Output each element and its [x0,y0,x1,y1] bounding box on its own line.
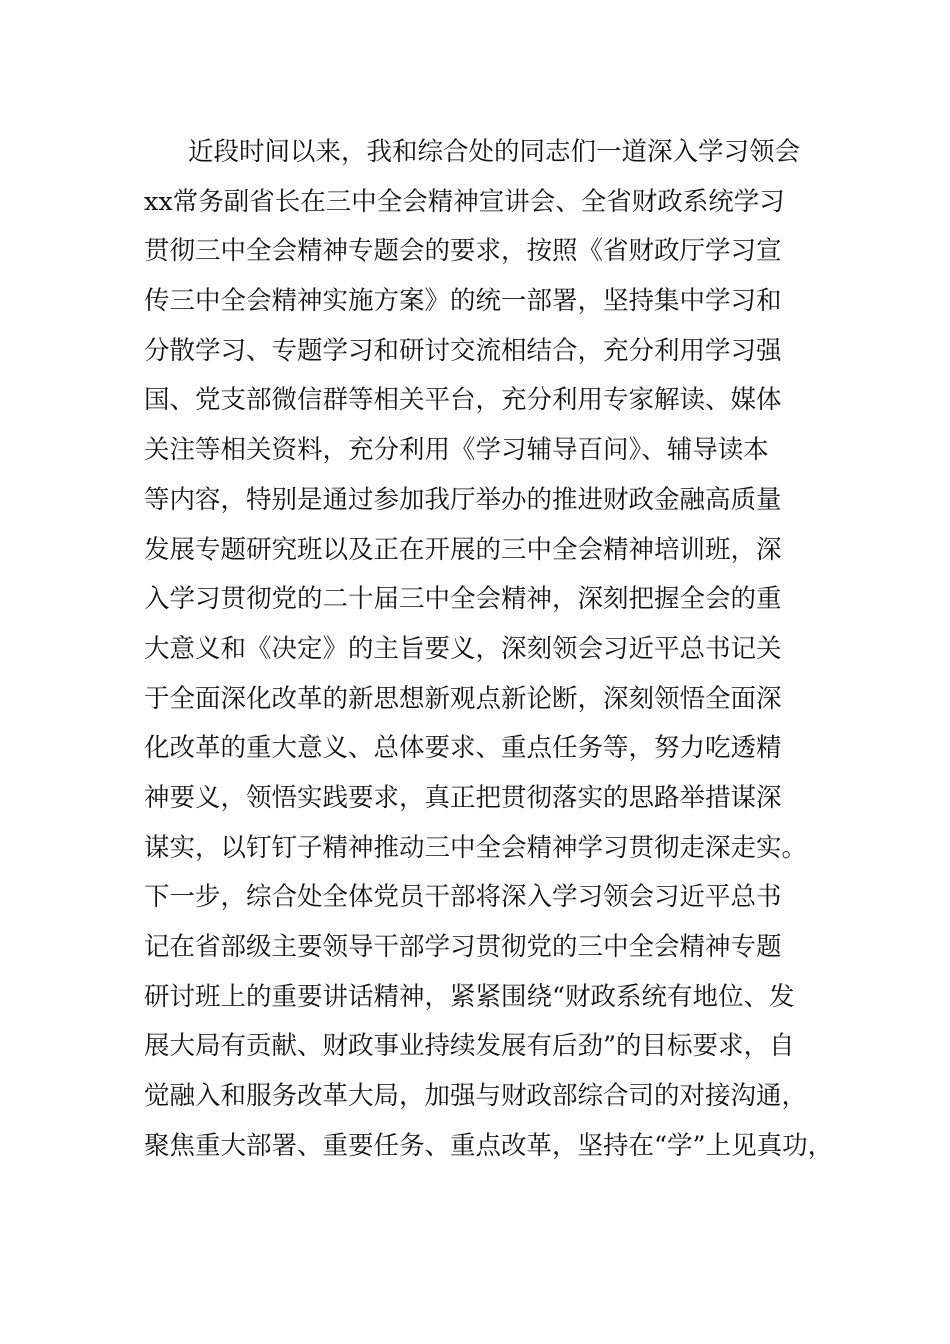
text-line: 下一步，综合处全体党员干部将深入学习领会习近平总书 [144,882,782,913]
text-line: 于全面深化改革的新思想新观点新论断，深刻领悟全面深 [144,683,782,714]
text-line: 研讨班上的重要讲话精神，紧紧围绕“财政系统有地位、发 [144,981,795,1012]
text-line: 记在省部级主要领导干部学习贯彻党的三中全会精神专题 [144,932,782,962]
text-line: xx常务副省长在三中全会精神宣讲会、全省财政系统学习 [144,186,785,217]
text-line: 入学习贯彻党的二十届三中全会精神，深刻把握全会的重 [144,584,782,615]
text-line: 关注等相关资料，充分利用《学习辅导百问》、辅导读本 [144,435,769,466]
text-line: 贯彻三中全会精神专题会的要求，按照《省财政厅学习宣 [144,236,782,267]
text-line: 展大局有贡献、财政事业持续发展有后劲”的目标要求，自 [144,1031,795,1062]
text-line: 大意义和《决定》的主旨要义，深刻领会习近平总书记关 [144,633,782,664]
text-line: 化改革的重大意义、总体要求、重点任务等，努力吃透精 [144,733,782,764]
text-line: 聚焦重大部署、重要任务、重点改革，坚持在“学”上见真功， [144,1130,834,1161]
text-line: 分散学习、专题学习和研讨交流相结合，充分利用学习强 [144,335,782,366]
text-line: 谋实，以钉钉子精神推动三中全会精神学习贯彻走深走实。 [144,832,808,863]
text-line: 等内容，特别是通过参加我厅举办的推进财政金融高质量 [144,484,782,515]
text-line: 国、党支部微信群等相关平台，充分利用专家解读、媒体 [144,385,782,416]
text-line: 传三中全会精神实施方案》的统一部署，坚持集中学习和 [144,286,782,317]
text-line: 发展专题研究班以及正在开展的三中全会精神培训班，深 [144,534,782,565]
text-line: 觉融入和服务改革大局，加强与财政部综合司的对接沟通， [144,1081,808,1112]
text-line: 近段时间以来，我和综合处的同志们一道深入学习领会 [188,137,801,167]
text-line: 神要义，领悟实践要求，真正把贯彻落实的思路举措谋深 [144,782,782,813]
body-paragraph [144,128,834,1171]
